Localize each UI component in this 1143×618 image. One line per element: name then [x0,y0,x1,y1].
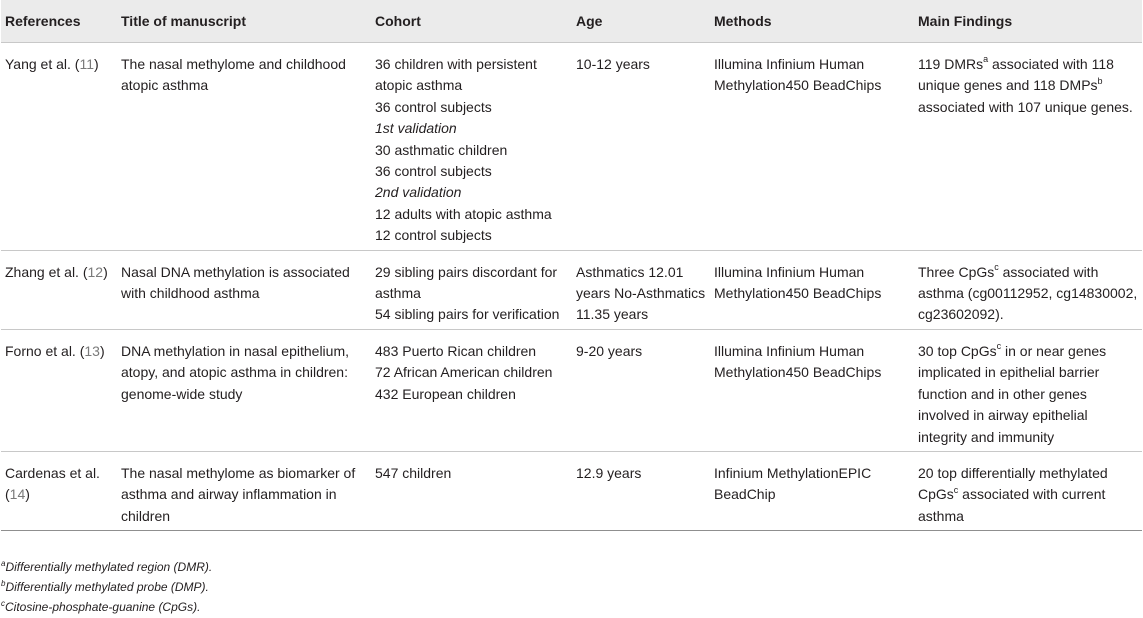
cohort-line: 36 children with persistent atopic asthma [375,56,537,94]
cohort-line: 12 adults with atopic asthma [375,205,552,222]
footnote-text: Differentially methylated probe (DMP). [5,580,209,594]
reference-number-link[interactable]: 14 [9,486,26,503]
reference-author: Forno et al. ( [5,342,85,359]
cohort-cell [371,451,572,530]
methods-cell: Infinium MethylationEPIC BeadChip [714,464,872,503]
footnote [1,557,212,577]
table-row [1,43,1142,251]
footnote-mark: a [1,559,6,568]
findings-cell [914,43,1142,251]
footnote-mark: a [983,54,989,65]
footnote [1,577,212,597]
cohort-line: 29 sibling pairs discordant for asthma [375,263,558,302]
title-cell: Nasal DNA methylation is associated with childhood asthma [121,263,350,302]
header-title: Title of manuscript [117,0,371,43]
footnote-mark: c [953,484,959,495]
age-cell: Asthmatics 12.01 years No-Asthmatics 11.35 years [576,263,706,323]
table-row [1,250,1142,329]
footnote-mark: b [1097,75,1103,86]
reference-close: ) [99,342,105,359]
cohort-line: 547 children [375,464,452,481]
header-references: References [1,0,117,43]
findings-text: associated with current asthma [918,486,1106,524]
findings-cell [914,250,1142,329]
footnote-mark: b [1,579,6,588]
findings-cell [914,329,1142,451]
header-methods: Methods [710,0,914,43]
findings-text: associated with 107 unique genes. [918,98,1133,115]
findings-text: associated with asthma (cg00112952, cg14830002, cg23602092). [918,263,1138,323]
reference-close: ) [25,486,30,503]
table-row [1,329,1142,451]
findings-cell [914,451,1142,530]
footnote [1,597,212,617]
footnote-text: Differentially methylated region (DMR). [5,560,213,574]
reference-author: Yang et al. ( [5,56,80,72]
cohort-line: 12 control subjects [375,227,492,244]
cohort-line: 72 African American children [375,364,553,381]
cohort-line: 54 sibling pairs for verification [375,306,560,323]
reference-number-link[interactable]: 11 [79,56,94,72]
studies-table [1,0,1142,531]
cohort-line: 432 European children [375,385,516,402]
findings-text: 30 top CpGs [918,342,997,359]
reference-close: ) [94,56,99,72]
reference-cell [1,250,117,329]
reference-author: Cardenas et al. ( [5,464,100,503]
reference-cell [1,43,117,251]
table-row [1,451,1142,530]
reference-number-link[interactable]: 13 [84,342,100,359]
reference-cell [1,451,117,530]
reference-author: Zhang et al. ( [5,263,88,280]
cohort-line: 2nd validation [375,184,462,201]
title-cell: The nasal methylome as biomarker of asthma and airway inflammation in children [121,464,356,524]
findings-text: associated with 118 unique genes and 118 DMPs [918,56,1114,94]
footnote-mark: c [994,262,999,272]
findings-text: in or near genes implicated in epithelial barrier function and in other genes involved in airway epithelial integrity and immunity [918,342,1107,445]
methods-cell: Illumina Infinium Human Methylation450 BeadChips [714,56,882,94]
reference-number-link[interactable]: 12 [87,263,104,280]
table-header-row [1,0,1142,43]
cohort-line: 36 control subjects [375,163,492,180]
reference-close: ) [103,263,108,280]
age-cell: 10-12 years [576,56,650,72]
header-findings: Main Findings [914,0,1142,43]
footnote-text: Citosine-phosphate-guanine (CpGs). [5,600,201,614]
methods-cell: Illumina Infinium Human Methylation450 BeadChips [714,342,882,381]
title-cell: The nasal methylome and childhood atopic asthma [121,56,346,94]
header-age: Age [572,0,710,43]
footnote-mark: c [1,599,5,608]
reference-cell [1,329,117,451]
findings-text: 119 DMRs [918,56,984,72]
findings-text: 20 top differentially methylated CpGs [918,464,1108,503]
footnotes [0,557,212,617]
cohort-line: 36 control subjects [375,98,492,115]
cohort-cell [371,329,572,451]
cohort-line: 483 Puerto Rican children [375,342,537,359]
cohort-cell [371,43,572,251]
footnote-mark: c [996,341,1002,352]
findings-text: Three CpGs [918,263,995,280]
cohort-cell [371,250,572,329]
cohort-line: 1st validation [375,120,457,137]
header-cohort: Cohort [371,0,572,43]
methods-cell: Illumina Infinium Human Methylation450 BeadChips [714,263,882,302]
age-cell: 9-20 years [576,342,643,359]
age-cell: 12.9 years [576,464,642,481]
cohort-line: 30 asthmatic children [375,141,508,158]
title-cell: DNA methylation in nasal epithelium, atopy, and atopic asthma in children: genome-wide study [121,342,350,402]
